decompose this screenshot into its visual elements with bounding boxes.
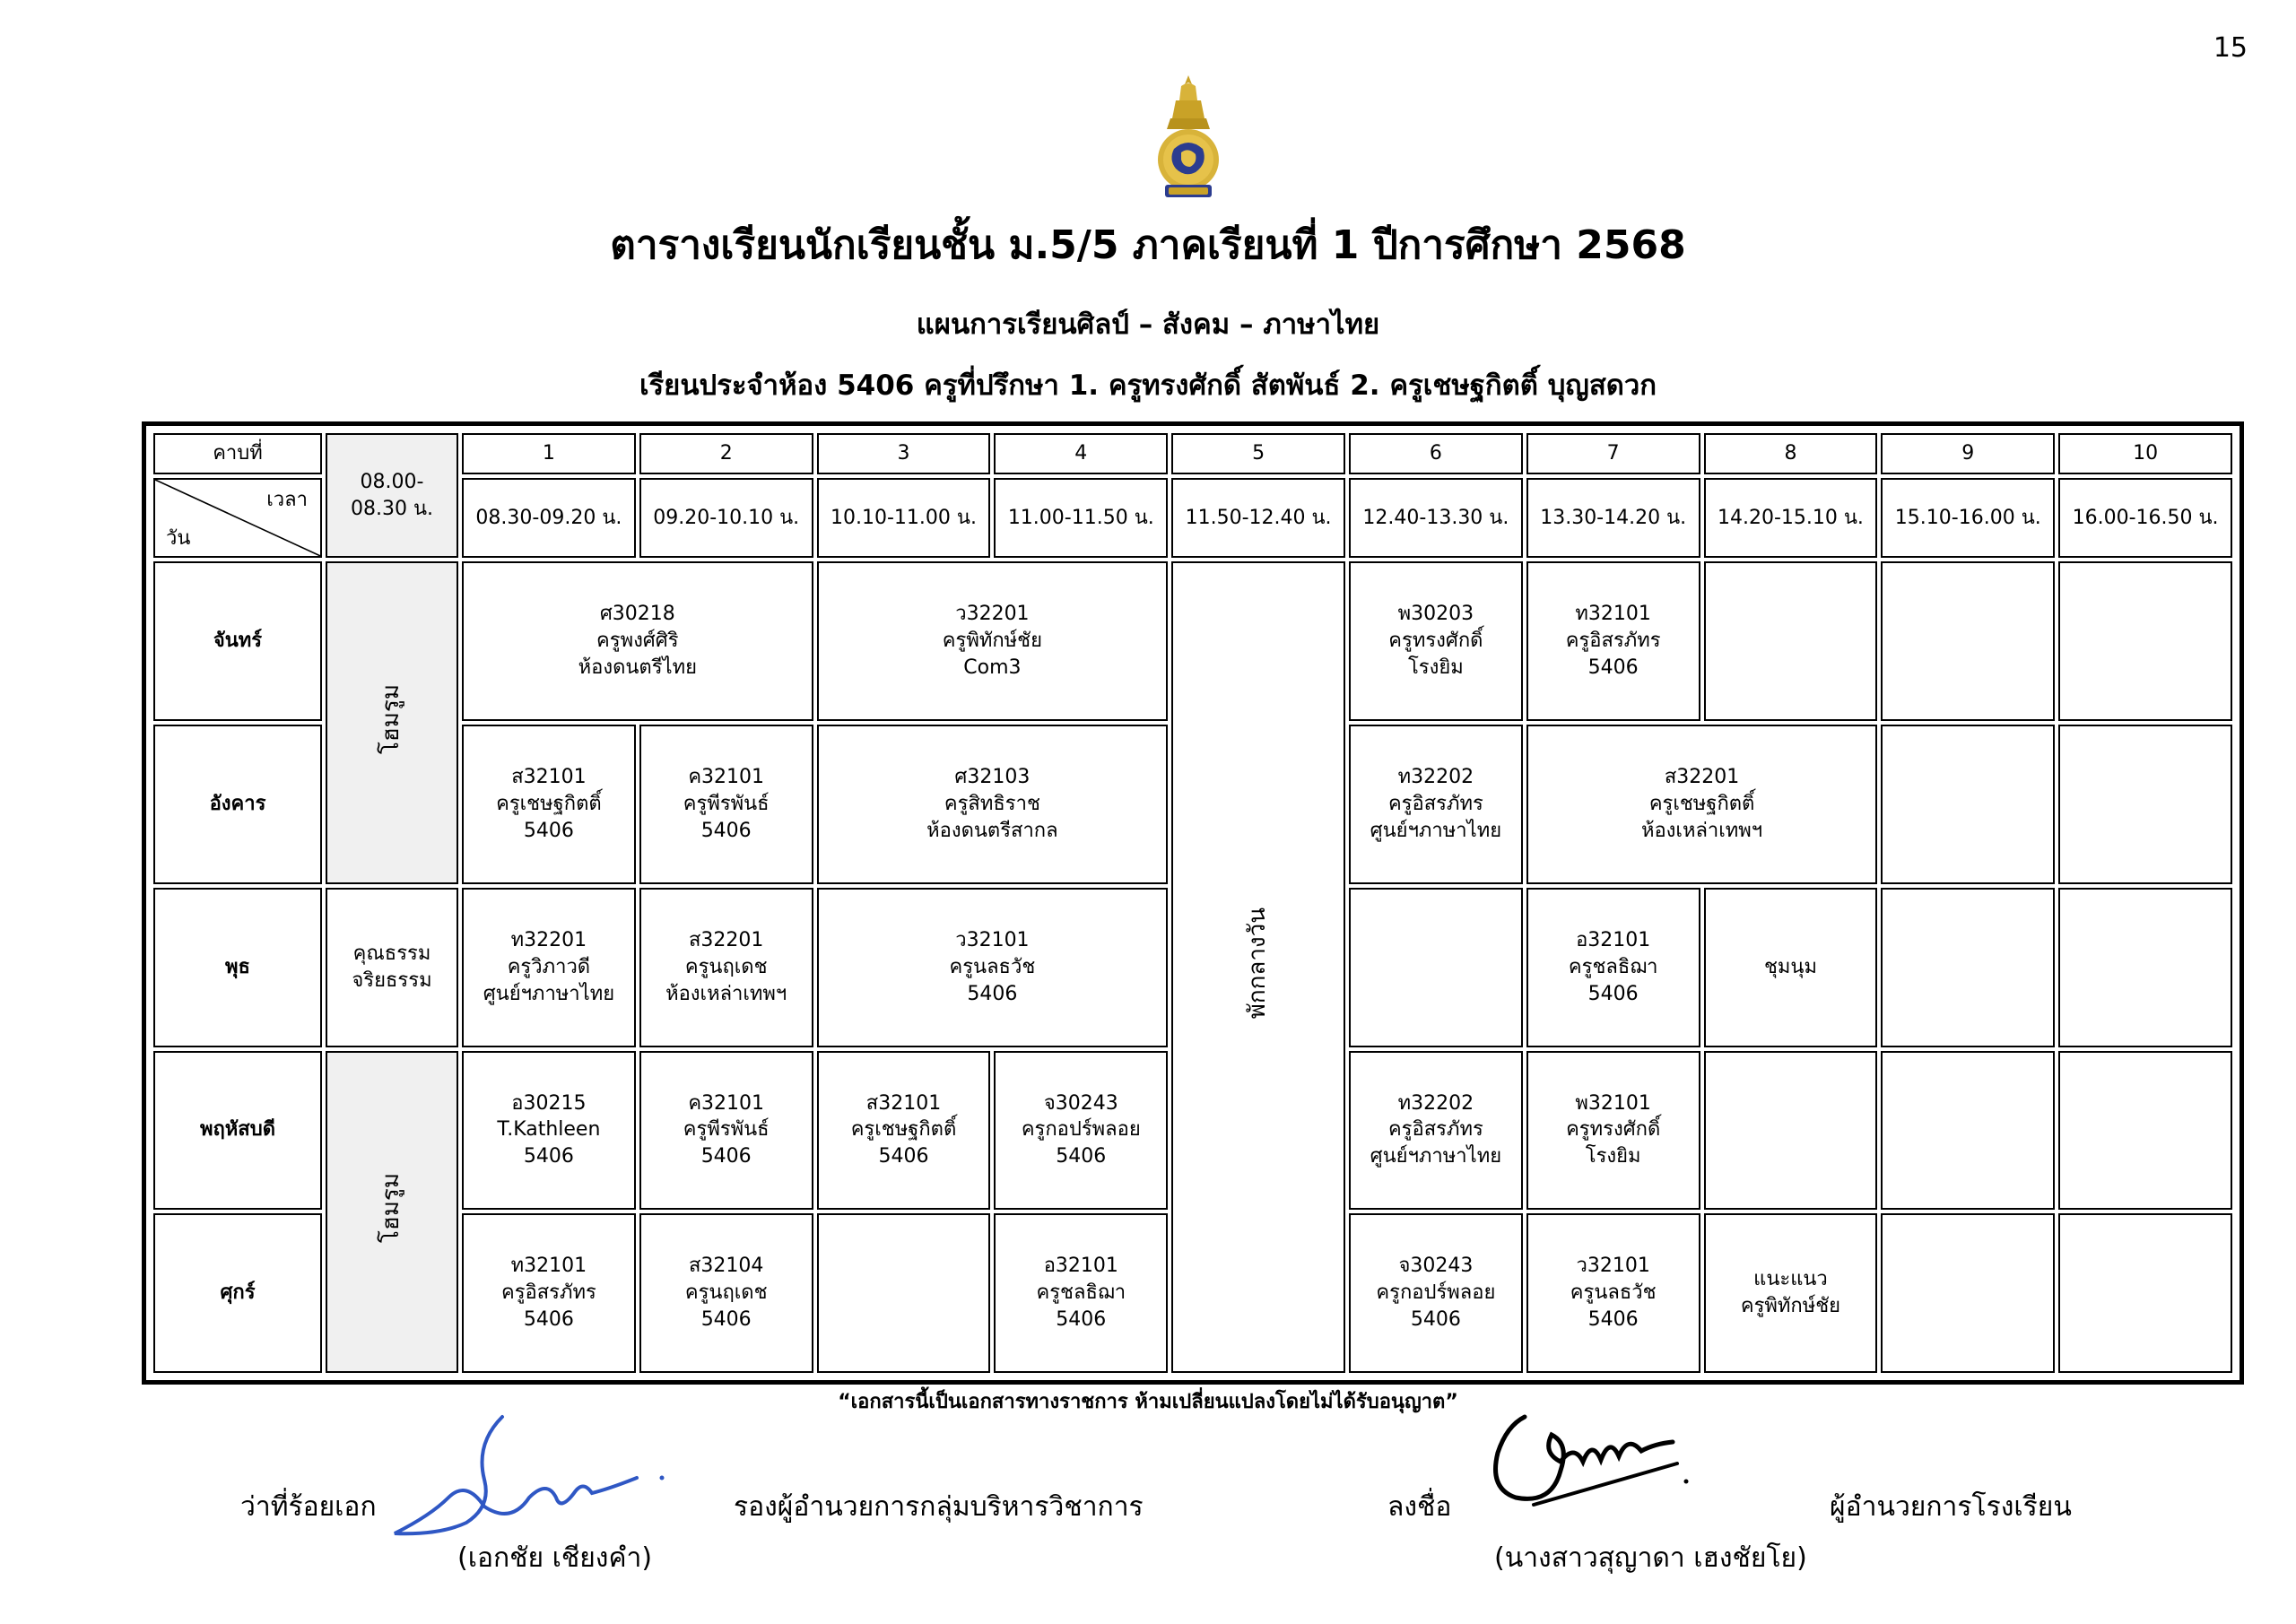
morning-slot-time: 08.00- 08.30 น. (326, 433, 458, 558)
class-cell: ค32101 ครูพีรพันธ์ 5406 (639, 725, 813, 884)
right-signer-prefix: ลงชื่อ (1387, 1491, 1452, 1523)
period-time: 13.30-14.20 น. (1526, 478, 1700, 558)
period-number: 1 (462, 433, 636, 474)
day-thursday: พฤหัสบดี (153, 1051, 322, 1211)
class-cell: ส32101 ครูเชษฐกิตติ์ 5406 (462, 725, 636, 884)
period-number: 8 (1704, 433, 1878, 474)
day-tuesday: อังคาร (153, 725, 322, 884)
class-cell: ท32202 ครูอิสรภัทร ศูนย์ฯภาษาไทย (1349, 1051, 1523, 1211)
day-friday: ศุกร์ (153, 1213, 322, 1373)
time-day-header-cell (153, 478, 322, 558)
right-signer-name: (นางสาวสุญาดา เฮงชัยโย) (1494, 1542, 1807, 1574)
period-number: 6 (1349, 433, 1523, 474)
class-cell: พ32101 ครูทรงศักดิ์ โรงยิม (1526, 1051, 1700, 1211)
period-label-cell: คาบที่ (153, 433, 322, 474)
homeroom-label: โฮมรูม (378, 1172, 405, 1243)
period-number: 3 (817, 433, 991, 474)
class-cell: พ30203 ครูทรงศักดิ์ โรงยิม (1349, 561, 1523, 721)
right-signature-icon (1471, 1399, 1704, 1524)
period-time: 08.30-09.20 น. (462, 478, 636, 558)
period-time: 11.00-11.50 น. (994, 478, 1168, 558)
class-cell (1349, 888, 1523, 1047)
class-cell (817, 1213, 991, 1373)
class-cell: จ30243 ครูกอปร์พลอย 5406 (1349, 1213, 1523, 1373)
class-cell: ว32101 ครูนลธวัช 5406 (817, 888, 1169, 1047)
left-signer-rank: ว่าที่ร้อยเอก (240, 1491, 377, 1523)
official-document-notice: “เอกสารนี้เป็นเอกสารทางราชการ ห้ามเปลี่ยนแปลงโดยไม่ได้รับอนุญาต” (838, 1391, 1458, 1413)
class-cell (1704, 561, 1878, 721)
page-title: ตารางเรียนนักเรียนชั้น ม.5/5 ภาคเรียนที่ 1 ปีการศึกษา 2568 (610, 222, 1686, 268)
class-cell: ค32101 ครูพีรพันธ์ 5406 (639, 1051, 813, 1211)
page-number: 15 (2213, 32, 2248, 64)
class-cell: ส32104 ครูนฤเดช 5406 (639, 1213, 813, 1373)
class-cell: อ30215 T.Kathleen 5406 (462, 1051, 636, 1211)
period-time: 15.10-16.00 น. (1881, 478, 2055, 558)
day-label: วัน (166, 527, 191, 551)
period-time: 12.40-13.30 น. (1349, 478, 1523, 558)
class-cell (1881, 725, 2055, 884)
period-number: 4 (994, 433, 1168, 474)
class-cell: ส32101 ครูเชษฐกิตติ์ 5406 (817, 1051, 991, 1211)
homeroom-label: โฮมรูม (378, 683, 405, 754)
period-number: 5 (1171, 433, 1345, 474)
class-cell: อ32101 ครูชลธิฌา 5406 (994, 1213, 1168, 1373)
school-emblem-icon (1145, 74, 1231, 206)
timetable (142, 421, 2244, 1385)
day-monday: จันทร์ (153, 561, 322, 721)
left-signature-icon (377, 1408, 673, 1542)
class-cell (1881, 1051, 2055, 1211)
class-cell: ส32201 ครูเชษฐกิตติ์ ห้องเหล่าเทพฯ (1526, 725, 1878, 884)
class-cell (1881, 888, 2055, 1047)
class-cell: ท32201 ครูวิภาวดี ศูนย์ฯภาษาไทย (462, 888, 636, 1047)
right-signer-position: ผู้อำนวยการโรงเรียน (1830, 1491, 2072, 1523)
period-time: 11.50-12.40 น. (1171, 478, 1345, 558)
lunch-label: พักกลางวัน (1244, 908, 1272, 1020)
lunch-break-cell (1171, 561, 1345, 1373)
class-cell: ว32101 ครูนลธวัช 5406 (1526, 1213, 1700, 1373)
class-cell: อ32101 ครูชลธิฌา 5406 (1526, 888, 1700, 1047)
homeroom-info: เรียนประจำห้อง 5406 ครูที่ปรึกษา 1. ครูทรงศักดิ์ สัตพันธ์ 2. ครูเชษฐกิตติ์ บุญสดวก (639, 369, 1657, 402)
period-time: 10.10-11.00 น. (817, 478, 991, 558)
class-cell (2058, 561, 2232, 721)
class-cell: ท32202 ครูอิสรภัทร ศูนย์ฯภาษาไทย (1349, 725, 1523, 884)
class-cell: ชุมนุม (1704, 888, 1878, 1047)
class-cell (2058, 1213, 2232, 1373)
period-time: 16.00-16.50 น. (2058, 478, 2232, 558)
class-cell: ส32201 ครูนฤเดช ห้องเหล่าเทพฯ (639, 888, 813, 1047)
class-cell: ว32201 ครูพิทักษ์ชัย Com3 (817, 561, 1169, 721)
class-cell (2058, 725, 2232, 884)
class-cell: ท32101 ครูอิสรภัทร 5406 (462, 1213, 636, 1373)
class-cell: ศ32103 ครูสิทธิราช ห้องดนตรีสากล (817, 725, 1169, 884)
study-plan: แผนการเรียนศิลป์ – สังคม – ภาษาไทย (916, 308, 1380, 341)
ethics-cell: คุณธรรม จริยธรรม (326, 888, 458, 1047)
period-number: 2 (639, 433, 813, 474)
period-number: 10 (2058, 433, 2232, 474)
homeroom-cell (326, 561, 458, 883)
left-signer-name: (เอกชัย เชียงคำ) (457, 1542, 653, 1574)
class-cell: ศ30218 ครูพงศ์ศิริ ห้องดนตรีไทย (462, 561, 813, 721)
period-number: 9 (1881, 433, 2055, 474)
day-wednesday: พุธ (153, 888, 322, 1047)
class-cell (1704, 1051, 1878, 1211)
class-cell (2058, 1051, 2232, 1211)
left-signer-position: รองผู้อำนวยการกลุ่มบริหารวิชาการ (734, 1491, 1144, 1523)
period-time: 09.20-10.10 น. (639, 478, 813, 558)
period-number: 7 (1526, 433, 1700, 474)
time-label: เวลา (266, 489, 308, 512)
class-cell (1881, 561, 2055, 721)
class-cell: ท32101 ครูอิสรภัทร 5406 (1526, 561, 1700, 721)
class-cell (2058, 888, 2232, 1047)
homeroom-cell (326, 1051, 458, 1373)
period-time: 14.20-15.10 น. (1704, 478, 1878, 558)
class-cell: จ30243 ครูกอปร์พลอย 5406 (994, 1051, 1168, 1211)
class-cell: แนะแนว ครูพิทักษ์ชัย (1704, 1213, 1878, 1373)
class-cell (1881, 1213, 2055, 1373)
